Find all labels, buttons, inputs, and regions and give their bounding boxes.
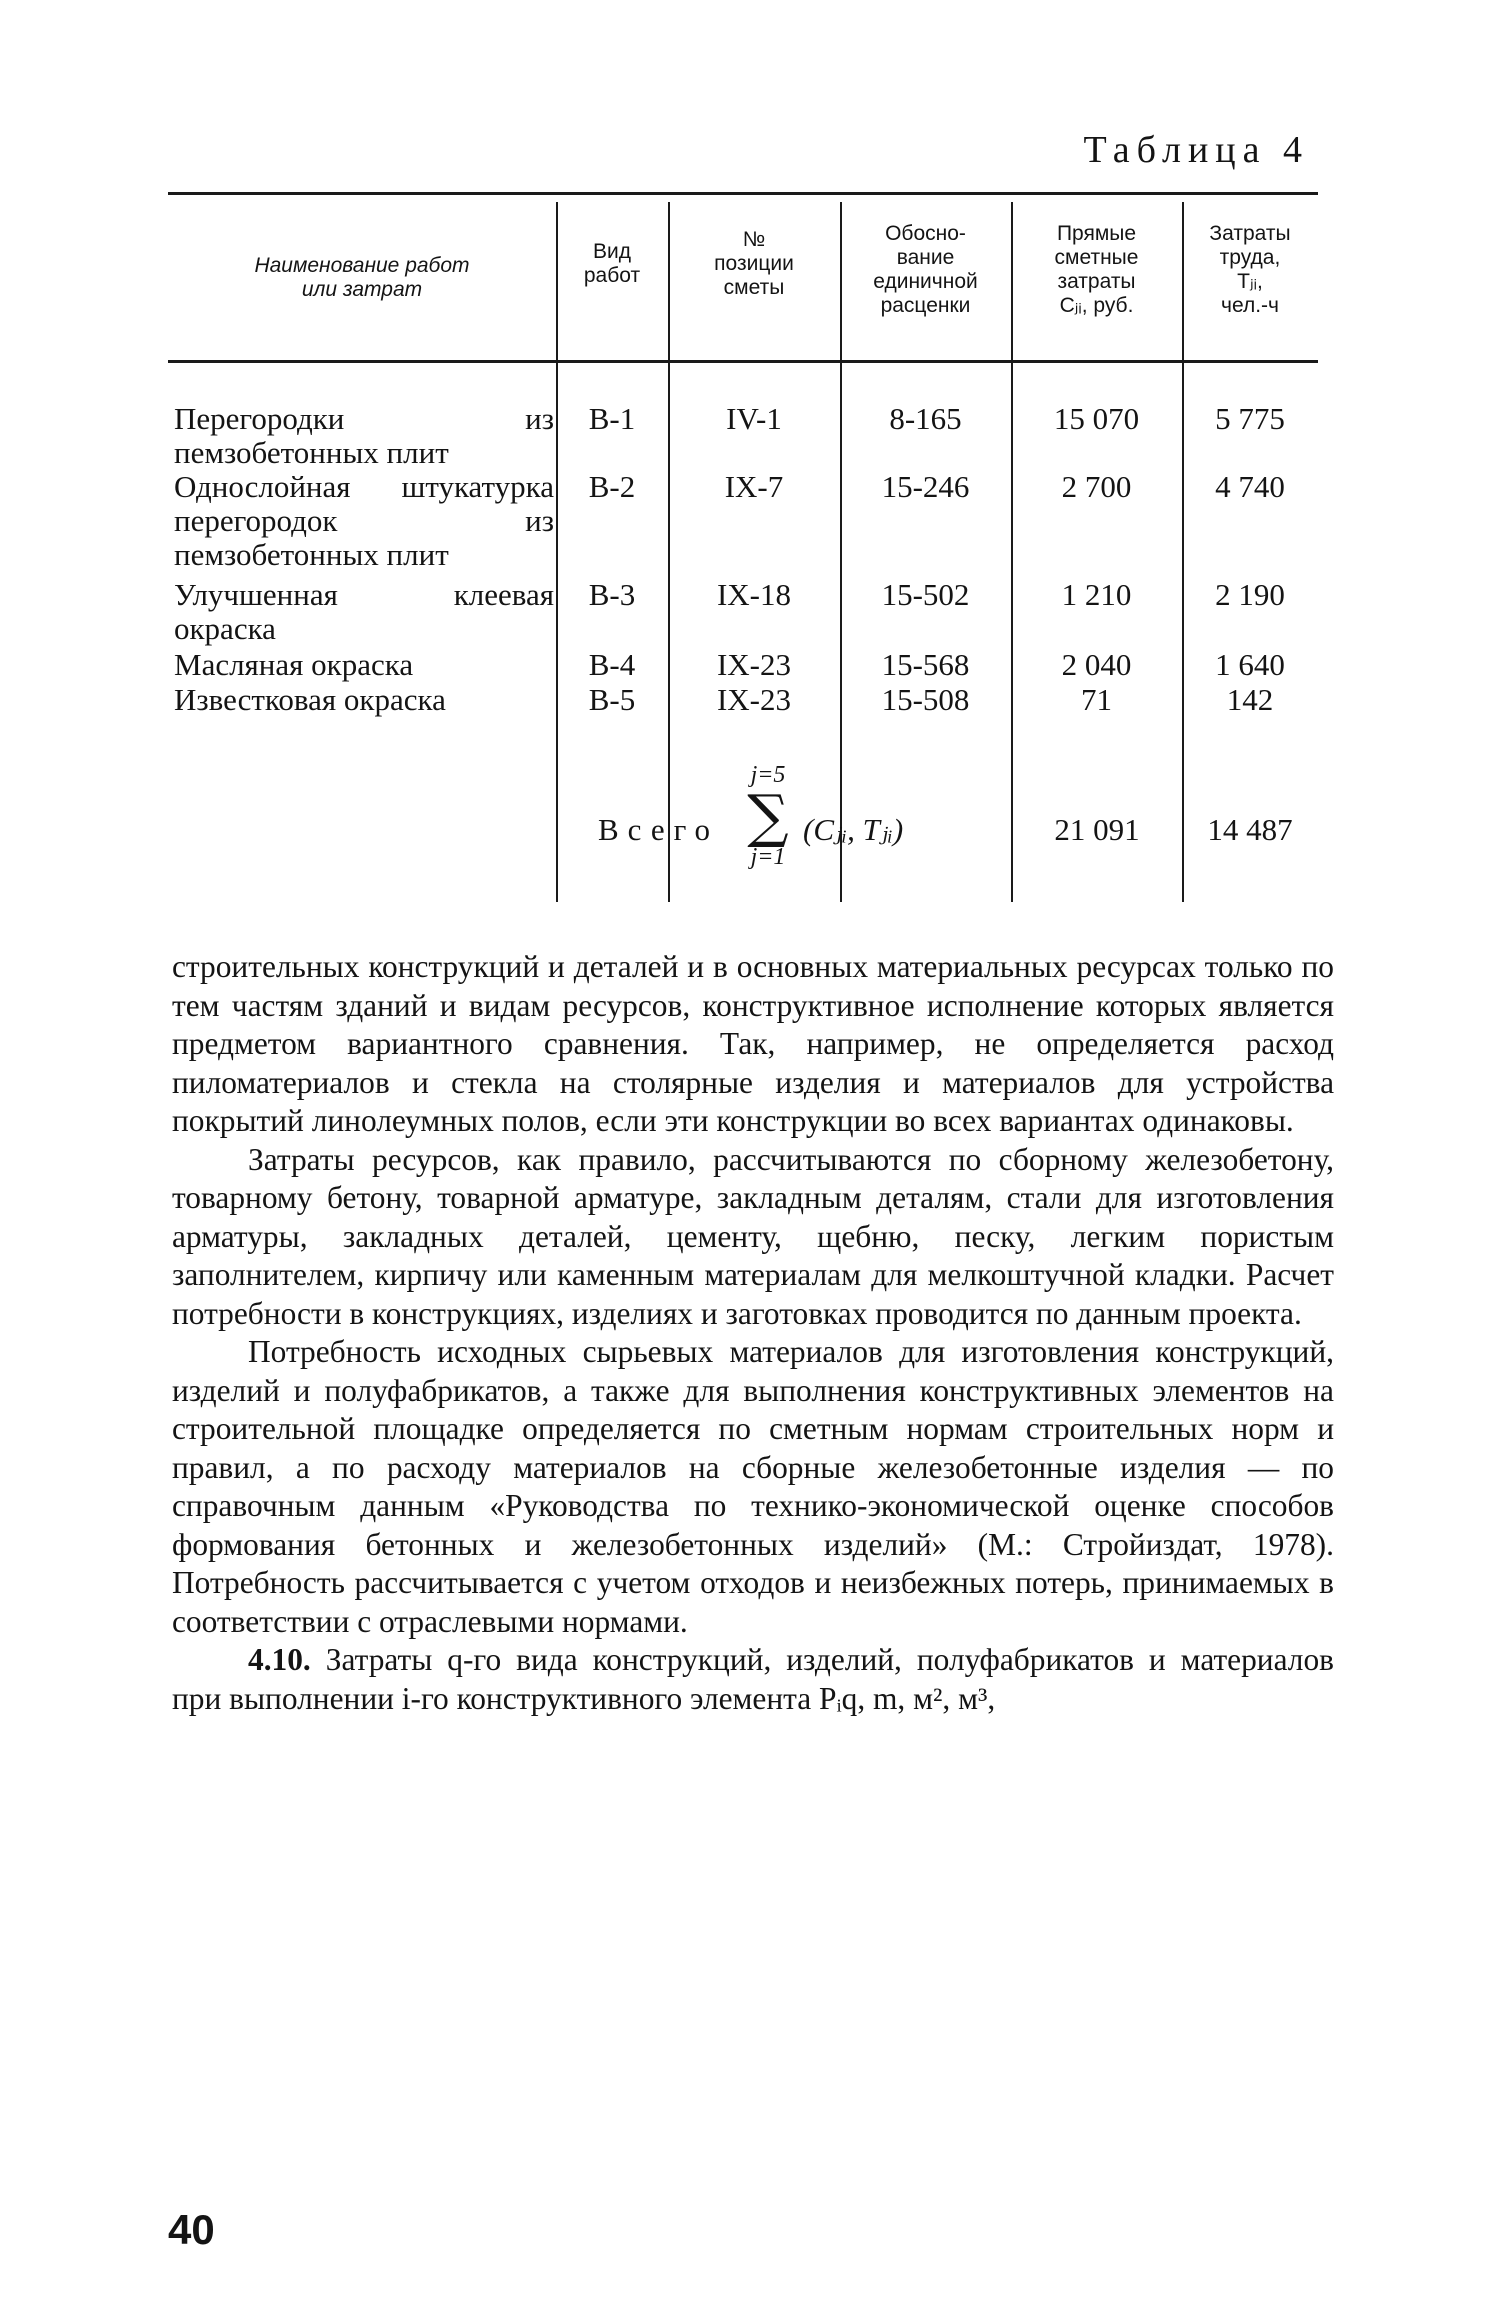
work-name: Масляная окраска (174, 647, 414, 682)
table-caption: Таблица 4 (1083, 129, 1309, 171)
estimate-position: IV-1 (726, 401, 782, 436)
paragraph: строительных конструкций и деталей и в основных материальных ресурсах только по тем частям зданий и видам ресурсов, конструктивное исполнение которых является предметом вариантного сравнения. Так, например, не определяется расход пиломатериалов и стекла на столярные изделия и материалов для устройства покрытий линолеумных полов, если эти конструкции во всех вариантах одинаковы. (172, 949, 1334, 1138)
header-type (556, 240, 668, 288)
direct-costs: 15 070 (1053, 401, 1140, 436)
labor-costs: 1 640 (1215, 647, 1285, 682)
section-number: 4.10. (248, 1642, 311, 1677)
header-basis (840, 222, 1011, 318)
header-labor-line: Затраты (1209, 222, 1291, 245)
header-type-line: Вид (593, 240, 631, 263)
header-direct-costs-line: Прямые (1056, 222, 1137, 245)
header-position-line: позиции (714, 252, 794, 275)
estimate-position: IX-7 (724, 469, 784, 504)
header-direct-costs-line: сметные (1054, 246, 1139, 269)
cost-table (168, 192, 1318, 904)
work-type: В-4 (588, 647, 636, 682)
header-direct-costs-line: Сⱼᵢ, руб. (1059, 294, 1134, 317)
work-type: В-5 (588, 682, 636, 717)
page-number: 40 (168, 2206, 215, 2253)
header-labor (1182, 222, 1318, 318)
estimate-position: IX-23 (716, 647, 792, 682)
work-name: Известковая окраска (174, 682, 446, 717)
header-name-line: или затрат (301, 278, 423, 301)
header-labor-line: труда, (1219, 246, 1281, 269)
header-position-line: № (742, 228, 766, 251)
work-type: В-3 (588, 577, 636, 612)
unit-rate-basis: 15-568 (881, 647, 970, 682)
work-type: В-1 (588, 401, 636, 436)
header-labor-line: Тⱼᵢ, (1237, 270, 1263, 293)
paragraph-4-10 (172, 1641, 1334, 1718)
header-basis-line: вание (896, 246, 955, 269)
labor-costs: 5 775 (1215, 401, 1285, 436)
unit-rate-basis: 15-246 (881, 469, 970, 504)
unit-rate-basis: 15-502 (881, 577, 970, 612)
paragraph: Затраты ресурсов, как правило, рассчитываются по сборному железобетону, товарному бетону, товарной арматуре, закладным деталям, стали для изготовления арматуры, закладных деталей, цементу, щебню, песку, легким пористым заполнителем, кирпичу или каменным материалам для мелкоштучной кладки. Расчет потребности в конструкциях, изделиях и заготовках проводится по данным проекта. (172, 1141, 1334, 1331)
labor-costs: 142 (1226, 682, 1274, 717)
total-labor: 14 487 (1207, 812, 1293, 847)
header-name-line: Наименование работ (254, 254, 470, 277)
direct-costs: 71 (1081, 682, 1112, 717)
header-position (668, 228, 840, 300)
work-name: Однослойная штукатурка перегородок из пемзобетонных плит (174, 469, 554, 572)
table-header-rule (168, 360, 1318, 363)
header-basis-line: Обосно- (885, 222, 966, 245)
body-text (172, 948, 1334, 1718)
header-type-line: работ (583, 264, 641, 287)
header-basis-line: расценки (880, 294, 971, 317)
sigma-icon: ∑ (747, 782, 789, 850)
table-top-rule (168, 192, 1318, 195)
paragraph: Потребность исходных сырьевых материалов для изготовления конструкций, изделий и полуфабрикатов, а также для выполнения конструктивных элементов на строительной площадке определяется по сметным нормам строительных норм и правил, а по расходу материалов на сборные железобетонные изделия — по справочным данным «Руководства по технико-экономической оценке способов формования бетонных и железобетонных изделий» (М.: Стройиздат, 1978). Потребность рассчитывается с учетом отходов и неизбежных потерь, принимаемых в соответствии с отраслевыми нормами. (172, 1334, 1334, 1639)
header-name (168, 254, 556, 302)
work-name: Улучшенная клеевая окраска (174, 577, 554, 646)
header-position-line: сметы (723, 276, 785, 299)
unit-rate-basis: 15-508 (881, 682, 970, 717)
header-labor-line: чел.-ч (1221, 294, 1279, 317)
header-direct-costs-line: затраты (1057, 270, 1136, 293)
direct-costs: 2 700 (1061, 469, 1132, 504)
direct-costs: 2 040 (1061, 647, 1132, 682)
section-text: Затраты q-го вида конструкций, изделий, полуфабрикатов и материалов при выполнении i-го конструктивного элемента Pᵢq, m, м², м³, (172, 1642, 1334, 1716)
total-direct-costs: 21 091 (1054, 812, 1140, 847)
estimate-position: IX-23 (716, 682, 792, 717)
work-type: В-2 (588, 469, 636, 504)
summation (738, 762, 798, 870)
labor-costs: 4 740 (1215, 469, 1285, 504)
labor-costs: 2 190 (1215, 577, 1285, 612)
direct-costs: 1 210 (1061, 577, 1132, 612)
sum-lower-limit: j=1 (750, 844, 786, 870)
header-basis-line: единичной (873, 270, 978, 293)
work-name: Перегородки из пемзобетонных плит (174, 401, 554, 470)
sum-upper-limit: j=5 (750, 762, 786, 788)
estimate-position: IX-18 (716, 577, 792, 612)
unit-rate-basis: 8-165 (889, 401, 962, 436)
header-direct-costs (1011, 222, 1182, 318)
total-label: Всего (598, 812, 720, 847)
sum-argument: (Сⱼᵢ, Тⱼᵢ) (803, 812, 904, 847)
total-row (168, 732, 1318, 902)
